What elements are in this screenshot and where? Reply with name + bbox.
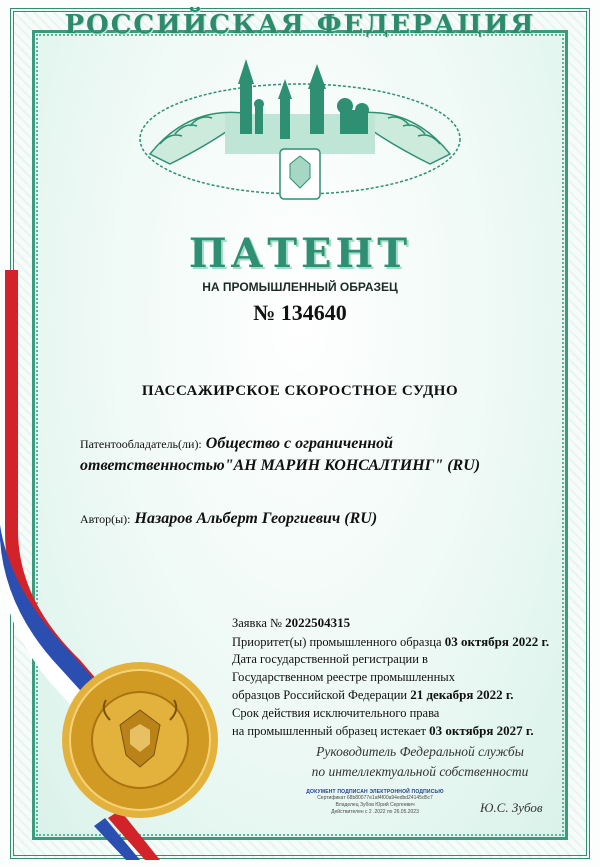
signer-name: Ю.С. Зубов xyxy=(480,800,543,815)
registration-date: 21 декабря 2022 г. xyxy=(410,687,514,702)
author-label: Автор(ы): xyxy=(80,512,131,526)
term-line2: на промышленный образец истекает xyxy=(232,724,427,738)
application-number: 2022504315 xyxy=(285,615,351,630)
author-value: Назаров Альберт Георгиевич (RU) xyxy=(134,510,378,527)
holder-value-line1: Общество с ограниченной xyxy=(205,435,393,452)
esign-owner: Владелец Зубов Юрий Сергеевич xyxy=(335,802,415,808)
product-title: ПАССАЖИРСКОЕ СКОРОСТНОЕ СУДНО xyxy=(141,383,459,399)
application-block xyxy=(232,614,562,741)
office-line1: Руководитель Федеральной службы xyxy=(316,744,524,759)
holder-label: Патентообладатель(ли): xyxy=(80,437,202,451)
esign-title: ДОКУМЕНТ ПОДПИСАН ЭЛЕКТРОННОЙ ПОДПИСЬЮ xyxy=(306,789,444,795)
office-line2: по интеллектуальной собственности xyxy=(311,764,529,779)
priority-date: 03 октября 2022 г. xyxy=(444,633,550,649)
patent-title: ПАТЕНТ xyxy=(188,230,412,277)
gold-seal-icon xyxy=(60,660,220,820)
registration-line3: образцов Российской Федерации xyxy=(232,688,408,702)
registration-line1: Дата государственной регистрации в xyxy=(232,652,428,666)
registration-line2: Государственном реестре промышленных xyxy=(232,669,455,684)
patent-subtitle: НА ПРОМЫШЛЕННЫЙ ОБРАЗЕЦ xyxy=(202,280,398,294)
term-line1: Срок действия исключительного права xyxy=(232,705,440,720)
holder-value-line2: ответственностью"АН МАРИН КОНСАЛТИНГ" (RU) xyxy=(80,457,481,474)
esign-certificate: Сертификат 68b80077e1af4f00a94edbd24145d5c7 xyxy=(317,795,433,801)
priority-label: Приоритет(ы) промышленного образца xyxy=(232,634,442,649)
term-date: 03 октября 2027 г. xyxy=(429,723,534,738)
patent-number: № 134640 xyxy=(253,300,347,325)
electronic-signature-stamp xyxy=(300,789,450,816)
kremlin-emblem-icon xyxy=(130,44,470,229)
country-title: РОССИЙСКАЯ ФЕДЕРАЦИЯ xyxy=(64,10,536,40)
esign-valid: Действителен с 2 .2022 по 26.05.2023 xyxy=(331,809,419,815)
office-title xyxy=(290,742,550,782)
application-label: Заявка № xyxy=(232,616,282,630)
